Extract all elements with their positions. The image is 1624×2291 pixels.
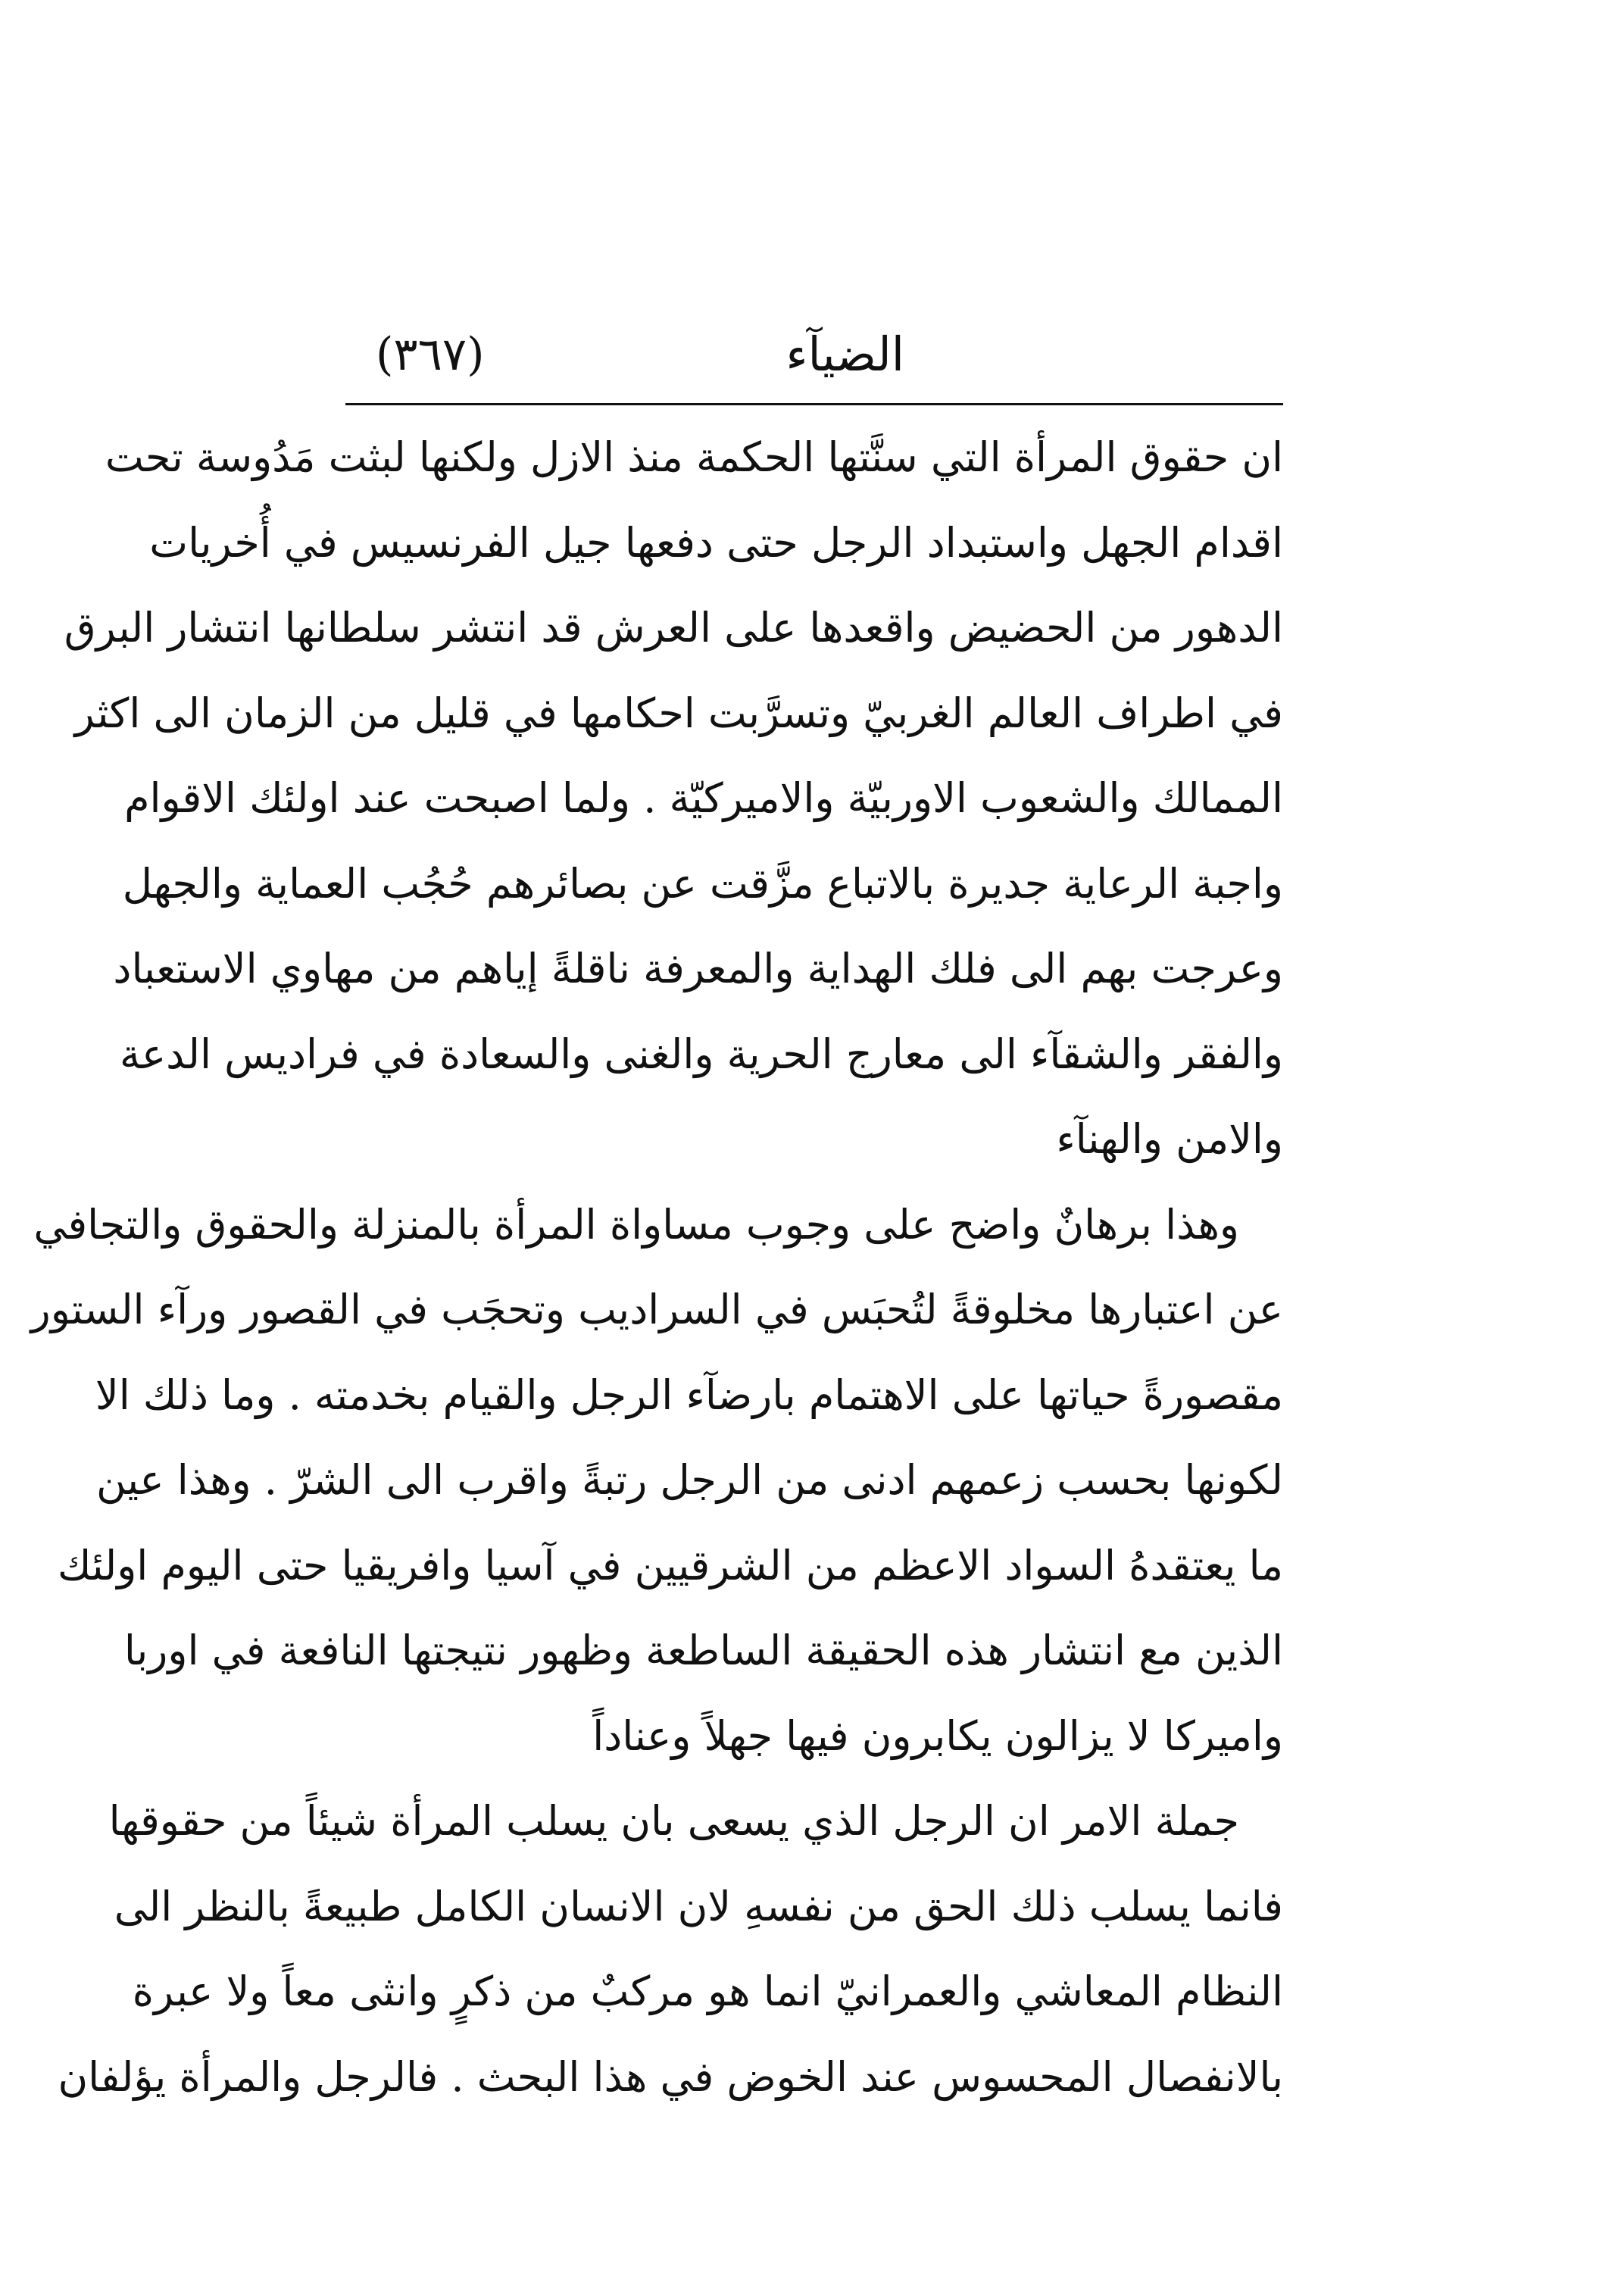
text-line: النظام المعاشي والعمرانيّ انما هو مركبٌ من ذكرٍ وانثى معاً ولا عبرة [132,1968,1283,2015]
text-line: مقصورةً حياتها على الاهتمام بارضآء الرجل والقيام بخدمته . وما ذلك الا [95,1371,1283,1419]
text-line: الذين مع انتشار هذه الحقيقة الساطعة وظهور نتيجتها النافعة في اوربا [123,1627,1283,1674]
header-rule [345,403,1283,405]
body-text [30,415,1283,2120]
page-header [345,317,1283,392]
text-line: وهذا برهانٌ واضح على وجوب مساواة المرأة بالمنزلة والحقوق والتجافي [33,1200,1239,1249]
text-line: واميركا لا يزالون يكابرون فيها جهلاً وعناداً [592,1711,1283,1760]
text-line: بالانفصال المحسوس عند الخوض في هذا البحث . فالرجل والمرأة يؤلفان [58,2052,1283,2101]
journal-title: الضيآء [785,327,904,382]
page-number: (٣٦٧) [376,328,485,381]
text-line: ان حقوق المرأة التي سنَّتها الحكمة منذ الازل ولكنها لبثت مَدُوسة تحت [105,433,1283,481]
text-line: الدهور من الحضيض واقعدها على العرش قد انتشر سلطانها انتشار البرق [64,604,1283,652]
text-line: والفقر والشقآء الى معارج الحرية والغنى والسعادة في فراديس الدعة [120,1030,1283,1078]
text-line: في اطراف العالم الغربيّ وتسرَّبت احكامها في قليل من الزمان الى اكثر [74,689,1283,737]
text-line: لكونها بحسب زعمهم ادنى من الرجل رتبةً واقرب الى الشرّ . وهذا عين [95,1456,1283,1504]
text-line: ما يعتقدهُ السواد الاعظم من الشرقيين في آسيا وافريقيا حتى اليوم اولئك [57,1541,1283,1589]
text-line: فانما يسلب ذلك الحق من نفسهِ لان الانسان الكامل طبيعةً بالنظر الى [114,1882,1283,1930]
text-line: جملة الامر ان الرجل الذي يسعى بان يسلب المرأة شيئاً من حقوقها [108,1797,1239,1845]
text-line: عن اعتبارها مخلوقةً لتُحبَس في السراديب وتحجَب في القصور ورآء الستور [30,1286,1283,1333]
text-line: الممالك والشعوب الاوربيّة والاميركيّة . ولما اصبحت عند اولئك الاقوام [124,774,1283,822]
text-line: وعرجت بهم الى فلك الهداية والمعرفة ناقلةً إياهم من مهاوي الاستعباد [113,945,1283,992]
text-line: اقدام الجهل واستبداد الرجل حتى دفعها جيل الفرنسيس في أُخريات [149,518,1283,567]
text-line: والامن والهنآء [1056,1115,1283,1163]
text-line: واجبة الرعاية جديرة بالاتباع مزَّقت عن بصائرهم حُجُب العماية والجهل [122,859,1283,908]
